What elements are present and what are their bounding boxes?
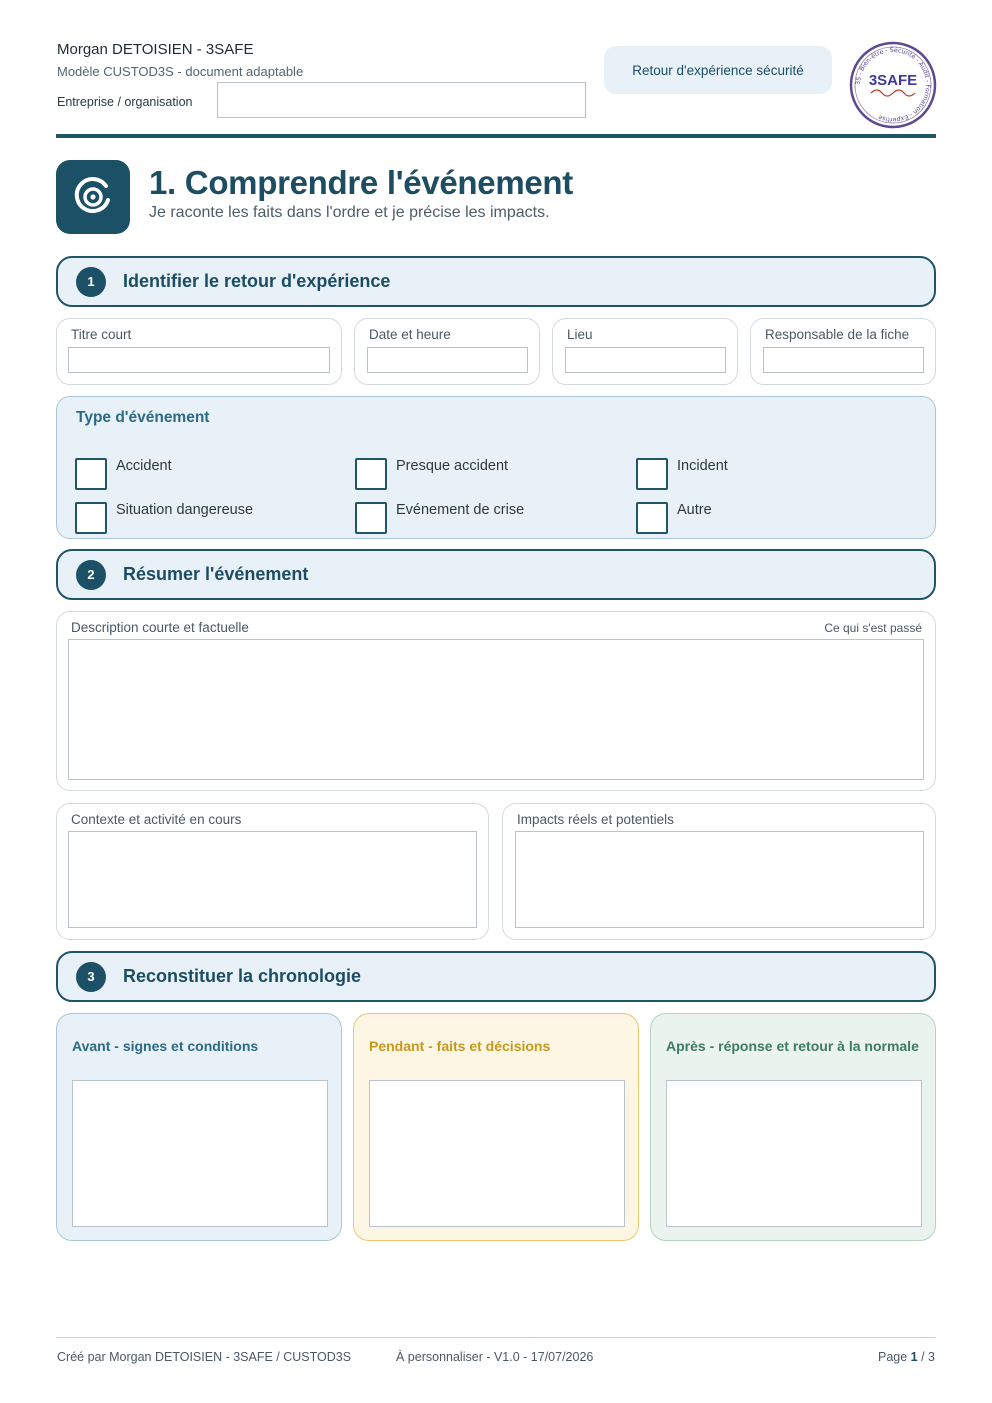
page-title: 1. Comprendre l'événement — [149, 164, 573, 201]
footer-version: À personnaliser - V1.0 - 17/07/2026 — [396, 1350, 594, 1364]
field-impacts — [502, 803, 936, 940]
field-label: Lieu — [567, 327, 593, 342]
checkbox[interactable] — [636, 502, 668, 534]
3safe-logo-stamp — [849, 41, 937, 129]
description-input[interactable] — [68, 639, 924, 780]
company-label: Entreprise / organisation — [57, 95, 193, 109]
option-label: Situation dangereuse — [116, 502, 254, 518]
checkbox[interactable] — [355, 502, 387, 534]
footer-page-number — [878, 1350, 935, 1364]
checkbox[interactable] — [636, 458, 668, 490]
after-input[interactable] — [666, 1080, 922, 1227]
checkbox[interactable] — [355, 458, 387, 490]
field-label: Titre court — [71, 327, 132, 342]
option-label: Evénement de crise — [396, 502, 525, 518]
column-title: Après - réponse et retour à la normale — [666, 1038, 919, 1054]
page-current: 1 — [910, 1350, 918, 1364]
checkbox[interactable] — [75, 502, 107, 534]
option-label: Autre — [677, 502, 712, 518]
option-label: Accident — [116, 458, 172, 474]
footer-credit: Créé par Morgan DETOISIEN - 3SAFE / CUSTOD3S — [57, 1350, 352, 1364]
svg-text:3S - Bien-être - Sécurité - Au: 3S - Bien-être - Sécurité - Audit - Formation - Expertise — [854, 46, 932, 124]
page-subtitle: Je raconte les faits dans l'ordre et je précise les impacts. — [149, 204, 550, 221]
field-label: Contexte et activité en cours — [71, 812, 242, 827]
impacts-input[interactable] — [515, 831, 924, 928]
option-incident[interactable] — [636, 458, 728, 490]
checkbox[interactable] — [75, 458, 107, 490]
column-title: Avant - signes et conditions — [72, 1038, 259, 1054]
field-responsable — [750, 318, 936, 385]
document-type-badge: Retour d'expérience sécurité — [604, 46, 832, 94]
before-input[interactable] — [72, 1080, 328, 1227]
section-title: Résumer l'événement — [123, 564, 309, 584]
field-description — [56, 611, 936, 791]
titre-court-input[interactable] — [68, 347, 330, 373]
during-input[interactable] — [369, 1080, 625, 1227]
section-number-badge: 1 — [76, 267, 106, 297]
target-icon — [56, 160, 130, 234]
event-type-box — [56, 396, 936, 539]
responsable-input[interactable] — [763, 347, 924, 373]
field-label: Description courte et factuelle — [71, 620, 249, 635]
page-separator: / — [917, 1350, 929, 1364]
section-number-badge: 2 — [76, 560, 106, 590]
page-prefix: Page — [878, 1350, 911, 1364]
footer-divider — [56, 1337, 936, 1338]
option-accident[interactable] — [75, 458, 172, 490]
page-total: 3 — [928, 1350, 935, 1364]
option-label: Presque accident — [396, 458, 509, 474]
field-contexte — [56, 803, 489, 940]
field-lieu — [552, 318, 738, 385]
option-autre[interactable] — [636, 502, 712, 534]
date-heure-input[interactable] — [367, 347, 528, 373]
section-3-header — [56, 951, 936, 1002]
section-title: Reconstituer la chronologie — [123, 966, 362, 986]
chronology-before — [56, 1013, 342, 1241]
field-date-heure — [354, 318, 540, 385]
field-label: Date et heure — [369, 327, 451, 342]
section-title: Identifier le retour d'expérience — [123, 271, 391, 291]
field-label: Impacts réels et potentiels — [517, 812, 674, 827]
field-titre-court — [56, 318, 342, 385]
option-situation-dangereuse[interactable] — [75, 502, 253, 534]
field-hint: Ce qui s'est passé — [824, 621, 922, 635]
option-evenement-crise[interactable] — [355, 502, 524, 534]
section-number-badge: 3 — [76, 962, 106, 992]
chronology-after — [650, 1013, 936, 1241]
lieu-input[interactable] — [565, 347, 726, 373]
section-1-header — [56, 256, 936, 307]
option-label: Incident — [677, 458, 728, 474]
model-line: Modèle CUSTOD3S - document adaptable — [57, 64, 304, 79]
section-2-header — [56, 549, 936, 600]
column-title: Pendant - faits et décisions — [369, 1038, 551, 1054]
header-divider — [56, 134, 936, 138]
company-field[interactable] — [217, 82, 586, 118]
event-type-title: Type d'événement — [76, 409, 210, 426]
author-line: Morgan DETOISIEN - 3SAFE — [57, 41, 254, 58]
chronology-during — [353, 1013, 639, 1241]
field-label: Responsable de la fiche — [765, 327, 910, 342]
option-presque-accident[interactable] — [355, 458, 508, 490]
svg-text:3SAFE: 3SAFE — [868, 72, 918, 89]
contexte-input[interactable] — [68, 831, 477, 928]
